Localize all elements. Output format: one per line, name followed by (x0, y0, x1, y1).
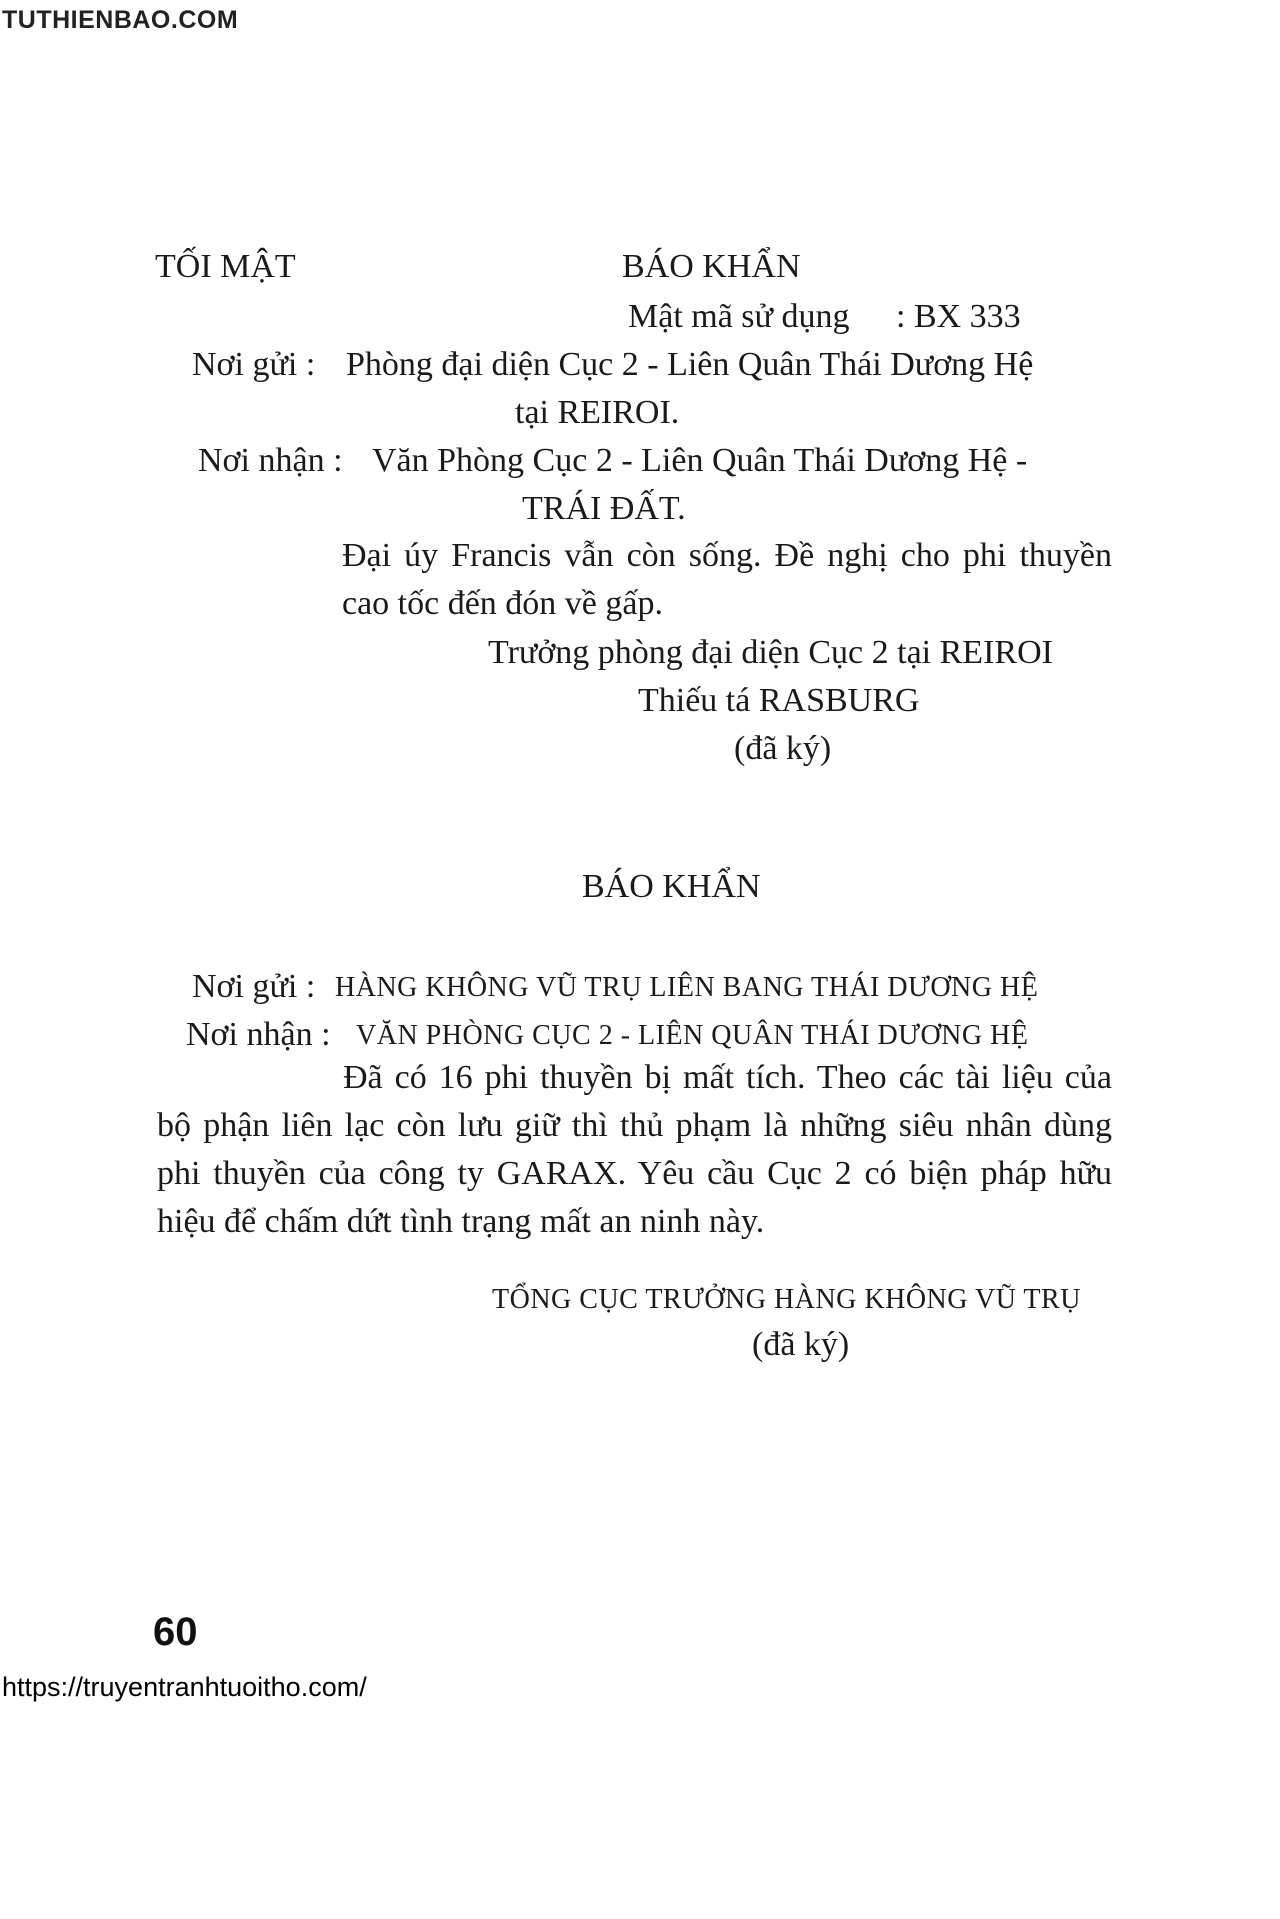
message1-sender-line2: tại REIROI. (515, 394, 680, 431)
footer-url[interactable]: https://truyentranhtuoitho.com/ (2, 1672, 367, 1702)
message1-recipient-label: Nơi nhận : (198, 442, 343, 479)
message2-title: BÁO KHẨN (582, 868, 761, 905)
message1-signer-name: Thiếu tá RASBURG (638, 682, 920, 719)
message2-sender-value: HÀNG KHÔNG VŨ TRỤ LIÊN BANG THÁI DƯƠNG HỆ (335, 972, 1039, 1003)
message1-sender-label: Nơi gửi : (192, 346, 316, 383)
message2-recipient-label: Nơi nhận : (186, 1016, 331, 1053)
message1-signed: (đã ký) (734, 730, 832, 767)
code-label: Mật mã sử dụng (628, 298, 850, 335)
page-number: 60 (153, 1610, 198, 1654)
message2-signer-title: TỔNG CỤC TRƯỞNG HÀNG KHÔNG VŨ TRỤ (492, 1284, 1081, 1315)
message2-recipient-value: VĂN PHÒNG CỤC 2 - LIÊN QUÂN THÁI DƯƠNG HỆ (356, 1020, 1029, 1051)
message2-signed: (đã ký) (752, 1326, 850, 1363)
classification-label: TỐI MẬT (155, 248, 296, 285)
message1-recipient-line2: TRÁI ĐẤT. (522, 490, 686, 527)
message1-recipient-line1: Văn Phòng Cục 2 - Liên Quân Thái Dương Hệ - (372, 442, 1028, 479)
message2-body: Đã có 16 phi thuyền bị mất tích. Theo các tài liệu của bộ phận liên lạc còn lưu giữ thì thủ phạm là những siêu nhân dùng phi thuyền của công ty GARAX. Yêu cầu Cục 2 có biện pháp hữu hiệu để chấm dứt tình trạng mất an ninh này. (157, 1059, 1112, 1240)
message2-sender-label: Nơi gửi : (192, 968, 316, 1005)
message1-sender-line1: Phòng đại diện Cục 2 - Liên Quân Thái Dương Hệ (346, 346, 1034, 383)
message1-signer-title: Trưởng phòng đại diện Cục 2 tại REIROI (488, 634, 1053, 671)
site-watermark: TUTHIENBAO.COM (2, 6, 239, 34)
message1-body: Đại úy Francis vẫn còn sống. Đề nghị cho phi thuyền cao tốc đến đón về gấp. (342, 537, 1112, 622)
code-value: : BX 333 (896, 298, 1021, 335)
message1-title: BÁO KHẨN (622, 248, 801, 285)
